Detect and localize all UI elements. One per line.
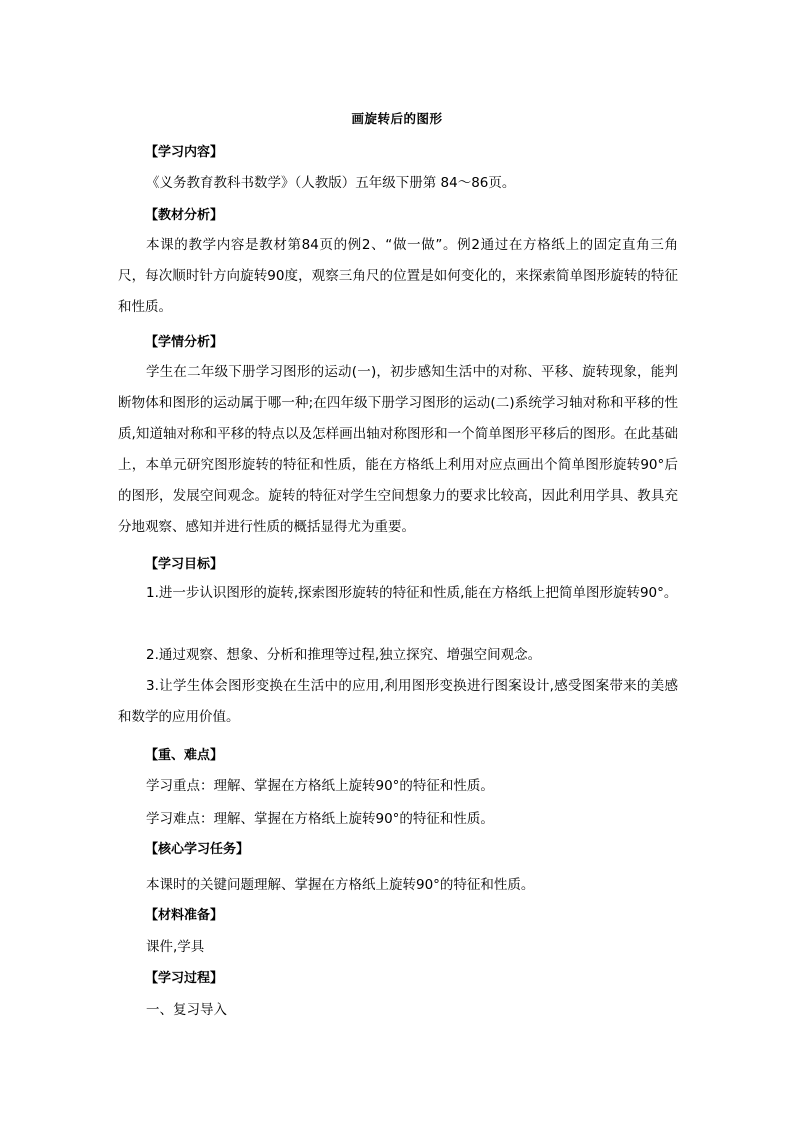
core-task-text: 本课时的关键问题理解、掌握在方格纸上旋转90°的特征和性质。 [146,877,535,893]
difficult-point-text: 学习难点：理解、掌握在方格纸上旋转90°的特征和性质。 [146,811,494,827]
heading-learning-goals: 【学习目标】 [145,557,224,572]
textbook-analysis-text: 本课的教学内容是教材第84页的例2、“做一做”。例2通过在方格纸上的固定直角三角尺，每次顺时针方向旋转90度，观察三角尺的位置是如何变化的，来探索简单图形旋转的特征和性质。 [118,237,678,315]
heading-textbook-analysis: 【教材分析】 [145,208,224,223]
heading-learning-content: 【学习内容】 [145,145,224,160]
process-item-1: 一、复习导入 [146,1002,227,1018]
student-analysis-text: 学生在二年级下册学习图形的运动(一)，初步感知生活中的对称、平移、旋转现象，能判断物体和图形的运动属于哪一种;在四年级下册学习图形的运动(二)系统学习轴对称和平移的性质,知道轴对称和平移的特点以及怎样画出轴对称图形和一个简单图形平移后的图形。在此基础上，本单元研究图形旋转的特征和性质，能在方格纸上利用对应点画出个简单图形旋转90°后的图形，发展空间观念。旋转的特征对学生空间想象力的要求比较高，因此利用学具、教具充分地观察、感知并进行性质的概括显得尤为重要。 [118,364,678,535]
learning-goal-3: 3.让学生体会图形变换在生活中的应用,利用图形变换进行图案设计,感受图案带来的美感和数学的应用价值。 [118,678,678,725]
learning-goal-2: 2.通过观察、想象、分析和推理等过程,独立探究、增强空间观念。 [146,647,542,663]
learning-content-text: 《义务教育教科书数学》（人教版）五年级下册第 84～86页。 [146,175,516,191]
heading-materials: 【材料准备】 [145,908,224,923]
heading-key-difficult: 【重、难点】 [145,748,224,763]
heading-core-task: 【核心学习任务】 [145,842,250,857]
learning-goal-1: 1.进一步认识图形的旋转,探索图形旋转的特征和性质,能在方格纸上把简单图形旋转90°。 [146,585,678,601]
page-title: 画旋转后的图形 [351,111,443,126]
heading-learning-process: 【学习过程】 [145,971,224,986]
materials-text: 课件,学具 [146,939,205,955]
heading-student-analysis: 【学情分析】 [145,335,224,350]
key-point-text: 学习重点：理解、掌握在方格纸上旋转90°的特征和性质。 [146,778,494,794]
